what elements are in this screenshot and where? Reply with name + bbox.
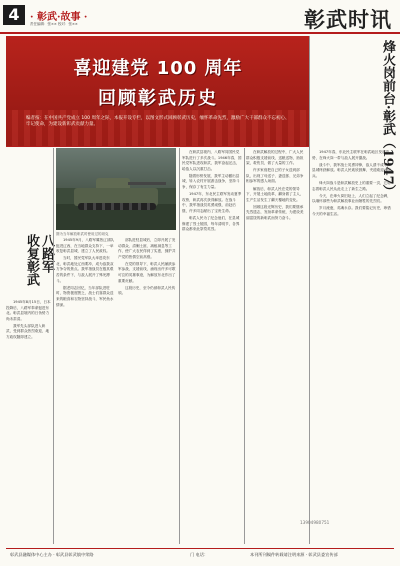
paragraph: 1945年9月，八路军冀热辽部队挺进辽西，在当地群众支持下，一举收复彰武县城，建立了人民政权。 — [56, 238, 114, 254]
tank-gun — [128, 182, 166, 185]
paragraph: 回顾这段光辉历史，我们要继承先烈遗志，发扬革命传统，为建设美丽富饶的新彰武而努力奋斗。 — [246, 204, 304, 221]
paragraph: 据老同志回忆，当年部队进驻时，物资极度匮乏，战士们靠群众送来的粮食和衣物坚持战斗，军民鱼水情深。 — [56, 285, 114, 307]
column-divider — [179, 148, 180, 544]
footer-right: 本刊所刊稿件转载请注明来源 · 彰武县委宣传部 — [250, 552, 338, 557]
page-number: 4 — [3, 5, 25, 25]
column-divider — [244, 148, 245, 544]
paragraph: 彰武人民为了纪念他们，在县城修建了烈士陵园，每年清明节，各界群众都来此祭奠英烈。 — [182, 216, 240, 232]
tank-tracks — [78, 203, 156, 210]
banner-divider — [6, 146, 310, 147]
left-headline — [14, 234, 54, 286]
article-column-left — [6, 300, 52, 540]
column-divider — [53, 148, 54, 544]
tank-photo — [56, 148, 176, 230]
header-rule — [0, 32, 400, 34]
right-headline: 烽火岗前台·彰武（1947） — [380, 40, 395, 198]
editor-line: 责任编辑：张×× 校对：张×× — [30, 22, 78, 26]
footer-left: 彰武县融媒体中心主办 · 彰武县彰武镇中荣路 — [10, 552, 94, 557]
banner-title: 喜迎建党 100 周年 — [73, 58, 243, 79]
banner-caption: 编者按：在中国共产党成立 100 周年之际，本报开设专栏，以图文形式回顾彰武历史，缅怀革命先烈，激励广大干部群众不忘初心、牢记使命，为建设新彰武贡献力量。 — [26, 116, 290, 127]
paragraph: 当时，国民党军队大举进攻东北，彰武地处辽西要冲，成为敌我双方争夺的焦点。我军指战员在极其艰苦的条件下，与敌人展开了殊死搏斗。 — [56, 256, 114, 283]
paragraph: 1947年，东北民主联军发动夏季攻势，彰武再次获得解放。在战斗中，我军指战员英勇顽强，前赴后继，许多同志献出了宝贵生命。 — [182, 192, 242, 213]
paragraph: 今天，在烽火岗旧址上，人们立起了纪念碑，以缅怀那些为彰武解放事业而牺牲的先烈们。 — [312, 193, 391, 204]
paragraph: 在彰武解放的过程中，广大人民群众积极支援前线，送粮送物，抬担架，救伤员，做了大量的工作。 — [246, 150, 304, 166]
contact-code: 13904980751 — [300, 520, 330, 525]
article-column-c — [182, 150, 242, 540]
paragraph: 岁月流逝，英魂永存。我们要铭记历史，珍惜今天的幸福生活。 — [312, 206, 391, 216]
paragraph: 部队进驻县城后，立即开展了发动群众、清剿土匪、减租减息等工作，使广大农民得到了实惠，拥护共产党的热情空前高涨。 — [118, 238, 176, 259]
article-column-b — [118, 238, 176, 538]
paragraph: 在党的领导下，彰武人民踊跃参军参战，支援前线，涌现出许多可歌可泣的英雄事迹，为解放东北作出了重要贡献。 — [118, 261, 176, 283]
footer-mid: 门 电话： — [190, 552, 209, 557]
photo-caption: 图为当年解放彰武时使用过的坦克 — [56, 232, 109, 236]
paragraph: 1945年8月15日，日本投降后，八路军奉命挺进东北。彰武县境内的日伪势力尚未肃清。 — [6, 300, 51, 321]
paragraph: 战斗中，我军战士英勇冲锋，敌人溃不成军，县城终获解放。彰武人民欢欣鼓舞，夹道欢迎子弟兵。 — [312, 162, 392, 178]
section-title: · 彰武·故事 · — [30, 12, 88, 23]
banner-subtitle: 回顾彰武历史 — [98, 88, 218, 109]
paragraph: 许多家庭把自己的子女送到部队，出现了母送子、妻送郎、兄弟争相参军的感人场面。 — [246, 168, 304, 184]
left-headline-line1: 八路军 — [39, 234, 54, 273]
paragraph: 这段历史，至今仍被彰武人民传颂。 — [118, 285, 176, 296]
article-column-e — [312, 150, 394, 540]
paragraph: 我军先头部队进入彰武，受到群众热烈欢迎，地方政权随即建立。 — [6, 323, 50, 340]
article-column-a — [56, 238, 114, 538]
paper-name: 彰武时讯 — [304, 7, 392, 32]
column-divider — [309, 36, 310, 544]
anniversary-banner — [6, 36, 310, 146]
paragraph: 1947年春，东北民主联军在彰武地区发起攻势，在烽火岗一带与敌人展开激战。 — [312, 150, 390, 160]
paragraph: 解放后，彰武人民在党的领导下，开展土地改革，翻身做了主人，生产生活发生了翻天覆地的变化。 — [246, 186, 304, 202]
paragraph: 随着形势发展，我军主动撤出县城，转入农村开展游击战争，坚持斗争，保存了有生力量。 — [182, 173, 240, 190]
article-column-d — [246, 150, 306, 540]
footer-rule — [6, 548, 394, 549]
left-headline-line2: 收复彰武 — [24, 234, 39, 286]
paragraph: 在彰武县境内，八路军同国民党军队进行了多次战斗。1946年春，国民党军队进攻彰武，我军奋起还击，给敌人以沉重打击。 — [182, 150, 242, 171]
masthead — [0, 0, 400, 34]
paragraph: 烽火岗战斗是彰武解放史上的重要一页，它标志着彰武人民从此走上了新生之路。 — [312, 180, 391, 191]
